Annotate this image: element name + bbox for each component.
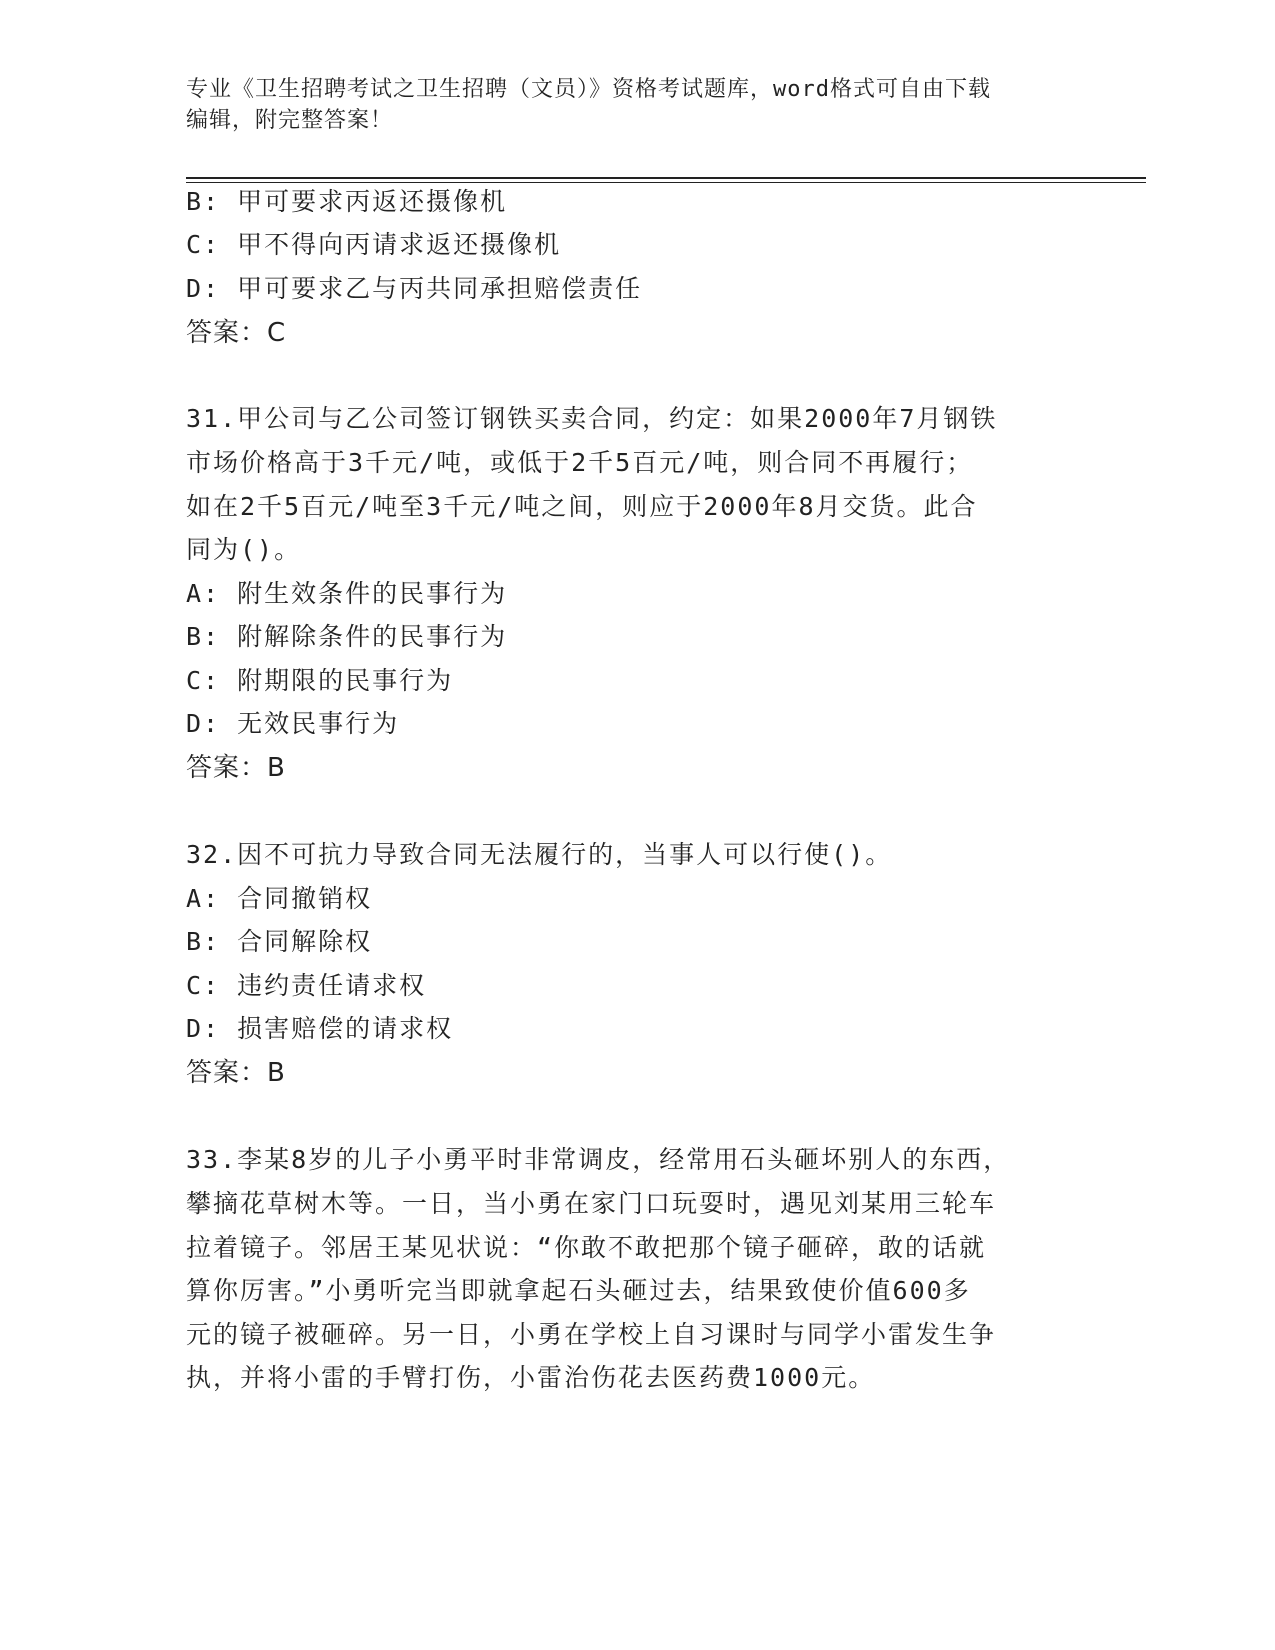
question-32-option-c: C: 违约责任请求权 [186,971,427,1000]
question-31-stem-1: 31.甲公司与乙公司签订钢铁买卖合同，约定：如果2000年7月钢铁 [186,404,998,433]
page-header [186,74,1066,136]
question-31-answer: 答案：B [186,753,286,783]
header-divider [186,177,1146,179]
question-32-option-b: B: 合同解除权 [186,927,373,956]
question-33-stem-6: 执，并将小雷的手臂打伤，小雷治伤花去医药费1000元。 [186,1363,876,1392]
question-32-option-a: A: 合同撤销权 [186,884,373,913]
question-31-stem-2: 市场价格高于3千元/吨，或低于2千5百元/吨，则合同不再履行； [186,448,974,477]
header-line-2: 编辑，附完整答案！ [186,108,394,133]
question-31-stem-4: 同为()。 [186,535,302,564]
question-32-stem-1: 32.因不可抗力导致合同无法履行的，当事人可以行使()。 [186,840,893,869]
question-31-option-d: D: 无效民事行为 [186,709,400,738]
question-31-option-a: A: 附生效条件的民事行为 [186,579,508,608]
question-32-option-d: D: 损害赔偿的请求权 [186,1014,454,1043]
question-33-stem-2: 攀摘花草树木等。一日，当小勇在家门口玩耍时，遇见刘某用三轮车 [186,1189,997,1218]
question-33-stem-5: 元的镜子被砸碎。另一日，小勇在学校上自习课时与同学小雷发生争 [186,1320,997,1349]
question-31-stem-3: 如在2千5百元/吨至3千元/吨之间，则应于2000年8月交货。此合 [186,492,978,521]
question-33-stem-4: 算你厉害。”小勇听完当即就拿起石头砸过去，结果致使价值600多 [186,1276,971,1305]
option-d: D: 甲可要求乙与丙共同承担赔偿责任 [186,274,643,303]
question-31-option-b: B: 附解除条件的民事行为 [186,622,508,651]
question-33-stem-1: 33.李某8岁的儿子小勇平时非常调皮，经常用石头砸坏别人的东西， [186,1145,1011,1174]
answer: 答案：C [186,318,287,348]
header-divider-thin [186,182,1146,183]
question-33-stem-3: 拉着镜子。邻居王某见状说：“你敢不敢把那个镜子砸碎，敢的话就 [186,1233,987,1262]
option-b: B: 甲可要求丙返还摄像机 [186,187,508,216]
question-32-answer: 答案：B [186,1058,286,1088]
option-c: C: 甲不得向丙请求返还摄像机 [186,230,562,259]
question-31-option-c: C: 附期限的民事行为 [186,666,454,695]
header-line-1: 专业《卫生招聘考试之卫生招聘（文员）》资格考试题库，word格式可自由下载 [186,77,991,102]
